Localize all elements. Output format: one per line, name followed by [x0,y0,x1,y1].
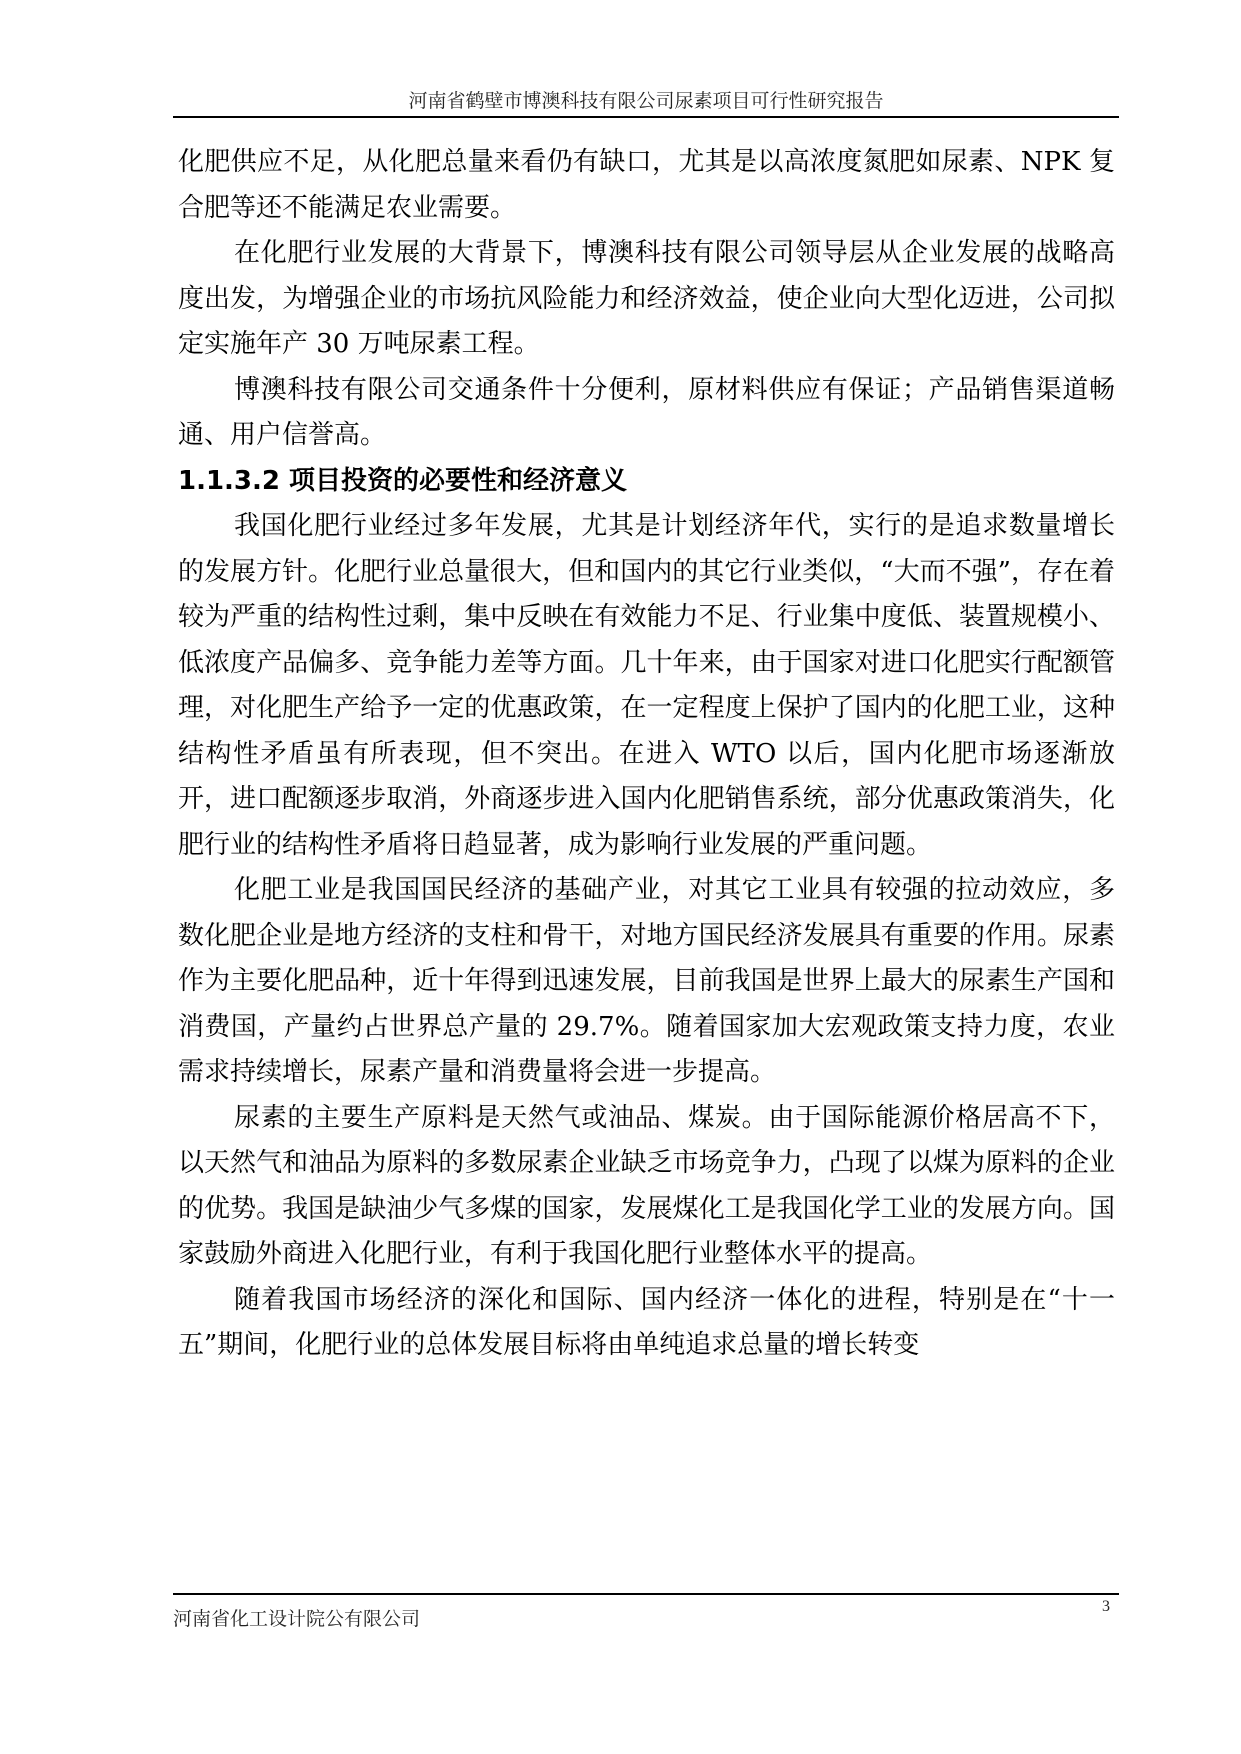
paragraph-4: 我国化肥行业经过多年发展，尤其是计划经济年代，实行的是追求数量增长的发展方针。化肥行业总量很大，但和国内的其它行业类似，“大而不强”，存在着较为严重的结构性过剩，集中反映在有效能力不足、行业集中度低、装置规模小、低浓度产品偏多、竞争能力差等方面。几十年来，由于国家对进口化肥实行配额管理，对化肥生产给予一定的优惠政策，在一定程度上保护了国内的化肥工业，这种结构性矛盾虽有所表现，但不突出。在进入 WTO 以后，国内化肥市场逐渐放开，进口配额逐步取消，外商逐步进入国内化肥销售系统，部分优惠政策消失，化肥行业的结构性矛盾将日趋显著，成为影响行业发展的严重问题。 [178,511,1115,860]
paragraph-1: 化肥供应不足，从化肥总量来看仍有缺口，尤其是以高浓度氮肥如尿素、NPK 复合肥等还不能满足农业需要。 [178,147,1115,223]
footer-divider [173,1593,1119,1595]
section-heading: 1.1.3.2 项目投资的必要性和经济意义 [178,465,628,496]
paragraph-3: 博澳科技有限公司交通条件十分便利，原材料供应有保证；产品销售渠道畅通、用户信誉高。 [178,374,1115,450]
paragraph-2: 在化肥行业发展的大背景下，博澳科技有限公司领导层从企业发展的战略高度出发，为增强企业的市场抗风险能力和经济效益，使企业向大型化迈进，公司拟定实施年产 30 万吨尿素工程。 [178,238,1115,359]
page-number: 3 [1102,1598,1110,1615]
header-divider [173,116,1119,118]
paragraph-5: 化肥工业是我国国民经济的基础产业，对其它工业具有较强的拉动效应，多数化肥企业是地方经济的支柱和骨干，对地方国民经济发展具有重要的作用。尿素作为主要化肥品种，近十年得到迅速发展，目前我国是世界上最大的尿素生产国和消费国，产量约占世界总产量的 29.7%。随着国家加大宏观政策支持力度，农业需求持续增长，尿素产量和消费量将会进一步提高。 [178,875,1115,1087]
paragraph-6: 尿素的主要生产原料是天然气或油品、煤炭。由于国际能源价格居高不下，以天然气和油品为原料的多数尿素企业缺乏市场竞争力，凸现了以煤为原料的企业的优势。我国是缺油少气多煤的国家，发展煤化工是我国化学工业的发展方向。国家鼓励外商进入化肥行业，有利于我国化肥行业整体水平的提高。 [178,1102,1115,1269]
footer-company: 河南省化工设计院公有限公司 [173,1608,421,1630]
paragraph-7: 随着我国市场经济的深化和国际、国内经济一体化的进程，特别是在“十一五”期间，化肥行业的总体发展目标将由单纯追求总量的增长转变 [178,1284,1115,1360]
body-text [178,140,1115,1369]
running-header: 河南省鹤壁市博澳科技有限公司尿素项目可行性研究报告 [408,90,884,112]
